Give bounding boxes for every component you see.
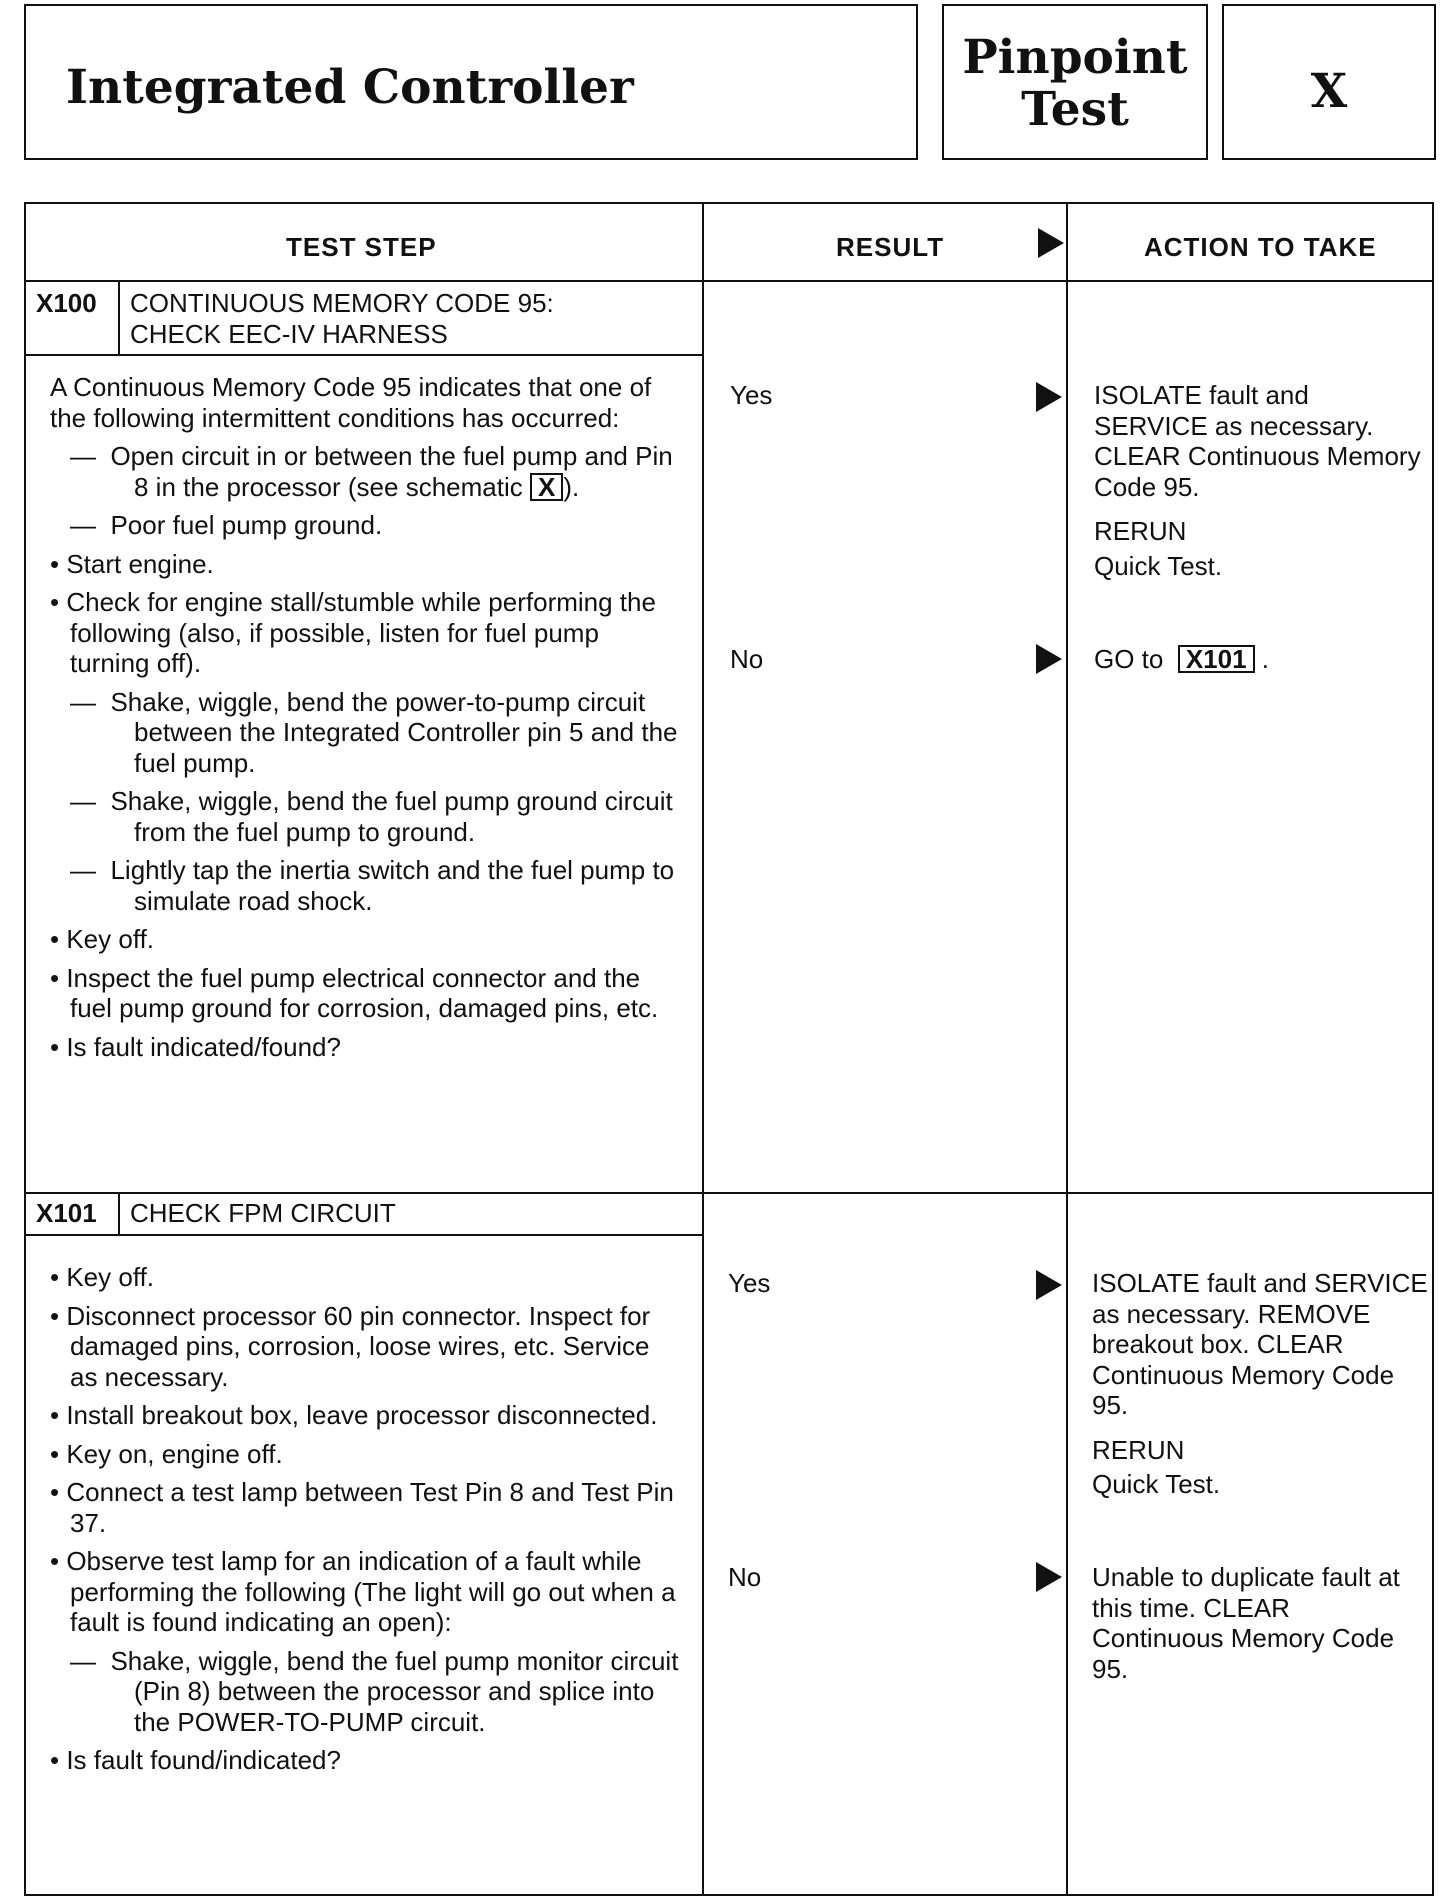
step-ref-link[interactable]: X101 — [1178, 645, 1255, 673]
instruction-text: Observe test lamp for an indication of a fault while performing the following (The light will go out when a fault is found indicating an open): — [66, 1546, 676, 1637]
sub-instruction-item: — Lightly tap the inertia switch and the fuel pump to simulate road shock. — [70, 855, 675, 916]
page-title: Integrated Controller — [66, 60, 634, 115]
action-yes-x101 — [1092, 1268, 1432, 1514]
instruction-item: • Is fault found/indicated? — [50, 1745, 341, 1775]
sub-instruction-text: Lightly tap the inertia switch and the fuel pump to simulate road shock. — [110, 855, 675, 916]
result-arrow-icon — [1036, 1270, 1062, 1300]
sub-instruction-item: — Shake, wiggle, bend the power-to-pump circuit between the Integrated Controller pin 5 and the fuel pump. — [70, 686, 678, 778]
header-title-box — [24, 4, 918, 160]
step-intro: A Continuous Memory Code 95 indicates that one of the following intermittent conditions has occurred: — [50, 372, 652, 433]
step-body-x100 — [50, 372, 680, 1070]
sub-instruction-item: — Shake, wiggle, bend the fuel pump ground circuit from the fuel pump to ground. — [70, 786, 673, 847]
result-arrow-icon — [1036, 644, 1062, 674]
action-quick-test: Quick Test. — [1092, 1469, 1221, 1499]
action-text: ISOLATE fault and SERVICE as necessary. REMOVE breakout box. CLEAR Continuous Memory Code 95. — [1092, 1268, 1428, 1420]
instruction-text: Connect a test lamp between Test Pin 8 and Test Pin 37. — [66, 1477, 674, 1538]
condition-text: Open circuit in or between the fuel pump and Pin 8 in the processor (see schematic — [110, 441, 673, 502]
schematic-ref-link[interactable]: X — [530, 473, 563, 501]
step-id-divider — [118, 1194, 120, 1234]
instruction-text: Key on, engine off. — [66, 1438, 283, 1469]
step-id: X100 — [36, 288, 97, 318]
result-arrow-icon — [1036, 382, 1062, 412]
test-letter: X — [1310, 64, 1348, 119]
test-letter-box — [1222, 4, 1436, 160]
instruction-text: Disconnect processor 60 pin connector. Inspect for damaged pins, corrosion, loose wires, etc. Service as necessary. — [66, 1300, 651, 1392]
instruction-text: Check for engine stall/stumble while performing the following (also, if possible, listen for fuel pump turning off). — [66, 587, 656, 678]
action-rerun: RERUN — [1092, 1434, 1185, 1465]
question-text: Is fault found/indicated? — [66, 1745, 341, 1775]
action-yes-x100 — [1094, 380, 1424, 595]
sub-instruction-item: — Shake, wiggle, bend the fuel pump monitor circuit (Pin 8) between the processor and splice into the POWER-TO-PUMP circuit. — [70, 1645, 679, 1737]
step-id: X101 — [36, 1198, 97, 1228]
pinpoint-label-line1: Pinpoint — [962, 30, 1188, 85]
instruction-text: Key off. — [66, 1262, 155, 1292]
instruction-item: • Connect a test lamp between Test Pin 8 and Test Pin 37. — [50, 1477, 674, 1538]
instruction-text: Key off. — [66, 924, 155, 954]
instruction-item: • Key off. — [50, 924, 155, 954]
result-no-label: No — [730, 644, 764, 674]
condition-item: — Poor fuel pump ground. — [70, 510, 383, 540]
pinpoint-label-line2: Test — [1021, 82, 1129, 137]
instruction-item: • Check for engine stall/stumble while performing the following (also, if possible, listen for fuel pump turning off). — [50, 587, 656, 678]
instruction-item: • Install breakout box, leave processor disconnected. — [50, 1400, 658, 1430]
action-rerun: RERUN — [1094, 516, 1187, 546]
column-header-test-step: TEST STEP — [286, 232, 437, 262]
action-text-end: . — [1261, 644, 1270, 674]
instruction-item: • Key on, engine off. — [50, 1438, 283, 1469]
step-body-x101 — [50, 1262, 680, 1784]
instruction-item: • Disconnect processor 60 pin connector. Inspect for damaged pins, corrosion, loose wires, etc. Service as necessary. — [50, 1300, 651, 1392]
instruction-item: • Inspect the fuel pump electrical connector and the fuel pump ground for corrosion, damaged pins, etc. — [50, 962, 659, 1023]
column-header-action: ACTION TO TAKE — [1144, 232, 1377, 262]
column-divider — [1066, 204, 1068, 1894]
action-no-x100 — [1094, 644, 1424, 675]
sub-instruction-text: Shake, wiggle, bend the fuel pump ground circuit from the fuel pump to ground. — [110, 786, 673, 847]
action-no-x101: Unable to duplicate fault at this time. CLEAR Continuous Memory Code 95. — [1092, 1562, 1400, 1684]
instruction-text: Install breakout box, leave processor disconnected. — [66, 1400, 658, 1430]
action-quick-test: Quick Test. — [1094, 550, 1223, 581]
sub-instruction-text: Shake, wiggle, bend the power-to-pump circuit between the Integrated Controller pin 5 and the fuel pump. — [110, 686, 678, 778]
step-header-x100 — [26, 282, 704, 356]
condition-text: Poor fuel pump ground. — [110, 510, 383, 540]
instruction-text: Start engine. — [66, 548, 214, 579]
instruction-item: • Start engine. — [50, 548, 214, 579]
pinpoint-table — [24, 202, 1434, 1896]
result-arrow-icon — [1038, 228, 1064, 258]
sub-instruction-text: Shake, wiggle, bend the fuel pump monitor circuit (Pin 8) between the processor and splice into the POWER-TO-PUMP circuit. — [110, 1645, 679, 1737]
action-text: ISOLATE fault and SERVICE as necessary. CLEAR Continuous Memory Code 95. — [1094, 380, 1421, 502]
step-title — [130, 288, 690, 350]
condition-item: — Open circuit in or between the fuel pump and Pin 8 in the processor (see schematic X ). — [70, 441, 673, 502]
step-title-line2: CHECK EEC-IV HARNESS — [130, 319, 448, 349]
result-arrow-icon — [1036, 1562, 1062, 1592]
action-text: GO to — [1094, 644, 1164, 674]
instruction-item: • Is fault indicated/found? — [50, 1031, 341, 1062]
instruction-item: • Key off. — [50, 1262, 155, 1292]
result-no-label: No — [728, 1562, 762, 1592]
step-title-line1: CONTINUOUS MEMORY CODE 95: — [130, 288, 554, 318]
result-yes-label: Yes — [730, 380, 773, 410]
result-yes-label: Yes — [728, 1268, 771, 1298]
column-header-result: RESULT — [836, 232, 945, 262]
step-header-x101 — [26, 1194, 704, 1236]
instruction-text: Inspect the fuel pump electrical connector and the fuel pump ground for corrosion, damaged pins, etc. — [66, 962, 659, 1023]
instruction-item: • Observe test lamp for an indication of a fault while performing the following (The light will go out when a fault is found indicating an open): — [50, 1546, 676, 1637]
column-divider — [702, 204, 704, 1894]
step-title: CHECK FPM CIRCUIT — [130, 1198, 396, 1228]
condition-text-end: ). — [563, 471, 580, 502]
question-text: Is fault indicated/found? — [66, 1031, 341, 1062]
step-id-divider — [118, 282, 120, 354]
pinpoint-test-box — [942, 4, 1208, 160]
